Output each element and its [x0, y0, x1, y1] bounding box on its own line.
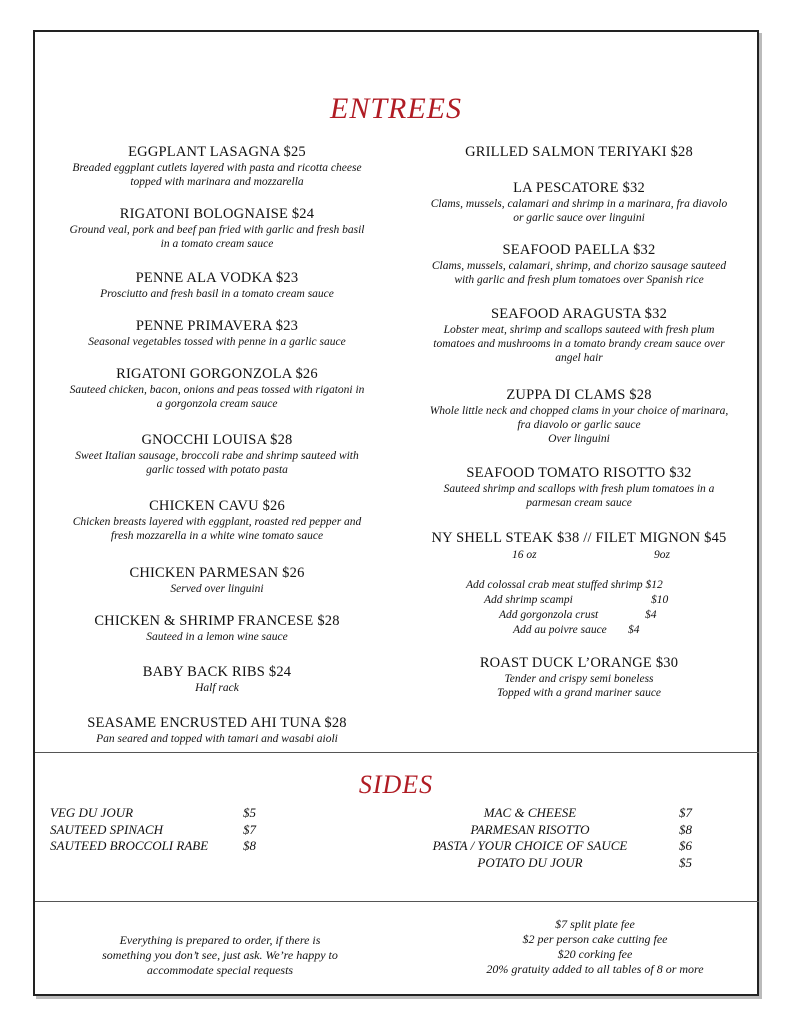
footer-fees: [440, 917, 750, 977]
side-item-name: SAUTEED SPINACH: [50, 821, 164, 837]
menu-item: [46, 366, 388, 411]
menu-item-description: topped with marinara and mozzarella: [130, 176, 304, 188]
footer-note-line: something you don’t see, just ask. We’re happy to: [102, 948, 338, 962]
menu-item-description: garlic tossed with potato pasta: [146, 464, 288, 476]
menu-item-description: Seasonal vegetables tossed with penne in a garlic sauce: [88, 336, 346, 348]
menu-item-description: Ground veal, pork and beef pan fried with garlic and fresh basil: [69, 224, 365, 236]
menu-item-description: angel hair: [555, 352, 603, 364]
menu-item: [405, 387, 753, 446]
menu-item-name: ZUPPA DI CLAMS $28: [506, 387, 652, 403]
menu-item: [46, 318, 388, 349]
menu-item: [405, 180, 753, 225]
side-item-name: VEG DU JOUR: [50, 805, 134, 820]
menu-item-name: BABY BACK RIBS $24: [142, 664, 292, 680]
footer-note-line: Everything is prepared to order, if there is: [119, 933, 321, 947]
side-item: [400, 854, 700, 871]
side-item-price: $5: [679, 854, 692, 870]
menu-item-description: fra diavolo or garlic sauce: [517, 419, 641, 431]
menu-item-description: in a tomato cream sauce: [160, 238, 274, 250]
menu-item-name: GRILLED SALMON TERIYAKI $28: [465, 144, 693, 160]
side-item-name: MAC & CHEESE: [483, 805, 577, 820]
menu-item-description: Pan seared and topped with tamari and wasabi aioli: [96, 733, 338, 745]
side-item-price: $6: [679, 838, 692, 853]
menu-item-name: RIGATONI BOLOGNAISE $24: [119, 206, 315, 222]
menu-item-name: ROAST DUCK L’ORANGE $30: [479, 655, 679, 671]
menu-item-name: SEAFOOD ARAGUSTA $32: [490, 306, 668, 322]
menu-item-name: LA PESCATORE $32: [513, 180, 645, 196]
menu-item-description: Served over linguini: [170, 583, 264, 595]
side-item-price: $8: [679, 821, 692, 837]
menu-item: [46, 206, 388, 251]
side-item-price: $5: [243, 805, 256, 820]
menu-item: [405, 242, 753, 287]
footer-fee-line: 20% gratuity added to all tables of 8 or more: [486, 962, 704, 976]
side-item-name: SAUTEED BROCCOLI RABE: [50, 838, 209, 853]
menu-item: [46, 270, 388, 301]
side-item-name: POTATO DU JOUR: [477, 854, 583, 870]
divider-entrees-sides: [35, 752, 759, 753]
side-item: [50, 821, 273, 838]
sides-title: SIDES: [358, 770, 434, 799]
steak-size-shell: 16 oz: [512, 549, 537, 561]
menu-item-name: PENNE ALA VODKA $23: [135, 270, 299, 286]
side-item: [50, 837, 273, 854]
menu-item-description: Sauteed in a lemon wine sauce: [146, 631, 288, 643]
menu-item-description: Prosciutto and fresh basil in a tomato cream sauce: [100, 288, 334, 300]
side-item-name: PARMESAN RISOTTO: [470, 821, 590, 837]
menu-item-description: a gorgonzola cream sauce: [156, 398, 278, 410]
menu-item: [405, 465, 753, 510]
menu-item-description: Clams, mussels, calamari, shrimp, and chorizo sausage sauteed: [431, 260, 727, 272]
menu-item-description: with garlic and fresh plum tomatoes over Spanish rice: [454, 274, 704, 286]
addon-item: Add gorgonzola crust: [499, 609, 599, 621]
menu-item-description: Tender and crispy semi boneless: [504, 673, 654, 685]
menu-item-description: tomatoes and mushrooms in a tomato brandy cream sauce over: [433, 338, 725, 350]
menu-item-name: EGGPLANT LASAGNA $25: [128, 144, 306, 160]
menu-item-description: Topped with a grand mariner sauce: [496, 687, 662, 699]
addon-item: Add shrimp scampi: [484, 594, 573, 606]
menu-item: [46, 565, 388, 596]
menu-item-description: Lobster meat, shrimp and scallops sauteed with fresh plum: [443, 324, 715, 336]
menu-item: [46, 715, 388, 746]
footer-fee-line: $20 corking fee: [557, 947, 633, 961]
menu-item-description: Sweet Italian sausage, broccoli rabe and shrimp sauteed with: [75, 450, 359, 462]
side-item-price: $8: [243, 838, 256, 853]
menu-item-description: parmesan cream sauce: [526, 497, 632, 509]
side-item: [50, 804, 273, 821]
menu-item-description: Over linguini: [548, 433, 610, 445]
addon-item: Add au poivre sauce: [513, 624, 607, 636]
menu-item-name: SEAFOOD TOMATO RISOTTO $32: [466, 465, 692, 481]
menu-item-name: PENNE PRIMAVERA $23: [135, 318, 299, 334]
menu-item: [405, 306, 753, 365]
menu-item: [46, 613, 388, 644]
menu-item-name: CHICKEN & SHRIMP FRANCESE $28: [94, 613, 340, 629]
side-item: [400, 821, 700, 838]
addon-item: Add colossal crab meat stuffed shrimp $12: [466, 579, 663, 591]
menu-item-description: Clams, mussels, calamari and shrimp in a marinara, fra diavolo: [430, 198, 728, 210]
divider-sides-footer: [35, 901, 759, 902]
entrees-title: ENTREES: [330, 92, 462, 125]
menu-item-name: SEASAME ENCRUSTED AHI TUNA $28: [87, 715, 347, 731]
footer-note-line: accommodate special requests: [146, 963, 294, 977]
menu-item: [405, 144, 753, 161]
menu-item-description: Sauteed shrimp and scallops with fresh plum tomatoes in a: [443, 483, 715, 495]
menu-item-description: or garlic sauce over linguini: [513, 212, 645, 224]
menu-item-description: Chicken breasts layered with eggplant, roasted red pepper and: [72, 516, 362, 528]
footer-fee-line: $2 per person cake cutting fee: [522, 932, 668, 946]
addon-price: $10: [651, 594, 669, 606]
side-item-price: $7: [243, 821, 256, 837]
menu-item: [46, 664, 388, 695]
menu-item-name: NY SHELL STEAK $38 // FILET MIGNON $45: [431, 530, 727, 546]
footer-note: [52, 933, 388, 978]
menu-item-description: Half rack: [195, 682, 239, 694]
menu-item-description: Whole little neck and chopped clams in your choice of marinara,: [429, 405, 729, 417]
menu-item: [46, 498, 388, 543]
menu-item-name: SEAFOOD PAELLA $32: [502, 242, 656, 258]
menu-item: [46, 144, 388, 189]
menu-item: [405, 655, 753, 700]
footer-fee-line: $7 split plate fee: [555, 917, 635, 931]
menu-item-description: Breaded eggplant cutlets layered with pasta and ricotta cheese: [72, 162, 362, 174]
side-item-price: $7: [679, 805, 692, 820]
menu-item: [405, 530, 753, 547]
menu-item-name: RIGATONI GORGONZOLA $26: [116, 366, 318, 382]
steak-size-filet: 9oz: [654, 549, 670, 561]
menu-item-description: Sauteed chicken, bacon, onions and peas tossed with rigatoni in: [69, 384, 365, 396]
addon-price: $4: [628, 624, 640, 636]
menu-item-name: GNOCCHI LOUISA $28: [141, 432, 293, 448]
menu-item-name: CHICKEN PARMESAN $26: [129, 565, 305, 581]
menu-item-name: CHICKEN CAVU $26: [149, 498, 285, 514]
side-item-name: PASTA / YOUR CHOICE OF SAUCE: [432, 838, 628, 853]
side-item: [400, 804, 700, 821]
addon-price: $4: [645, 609, 657, 621]
menu-item-description: fresh mozzarella in a white wine tomato sauce: [110, 530, 324, 542]
side-item: [400, 837, 700, 854]
menu-item: [46, 432, 388, 477]
